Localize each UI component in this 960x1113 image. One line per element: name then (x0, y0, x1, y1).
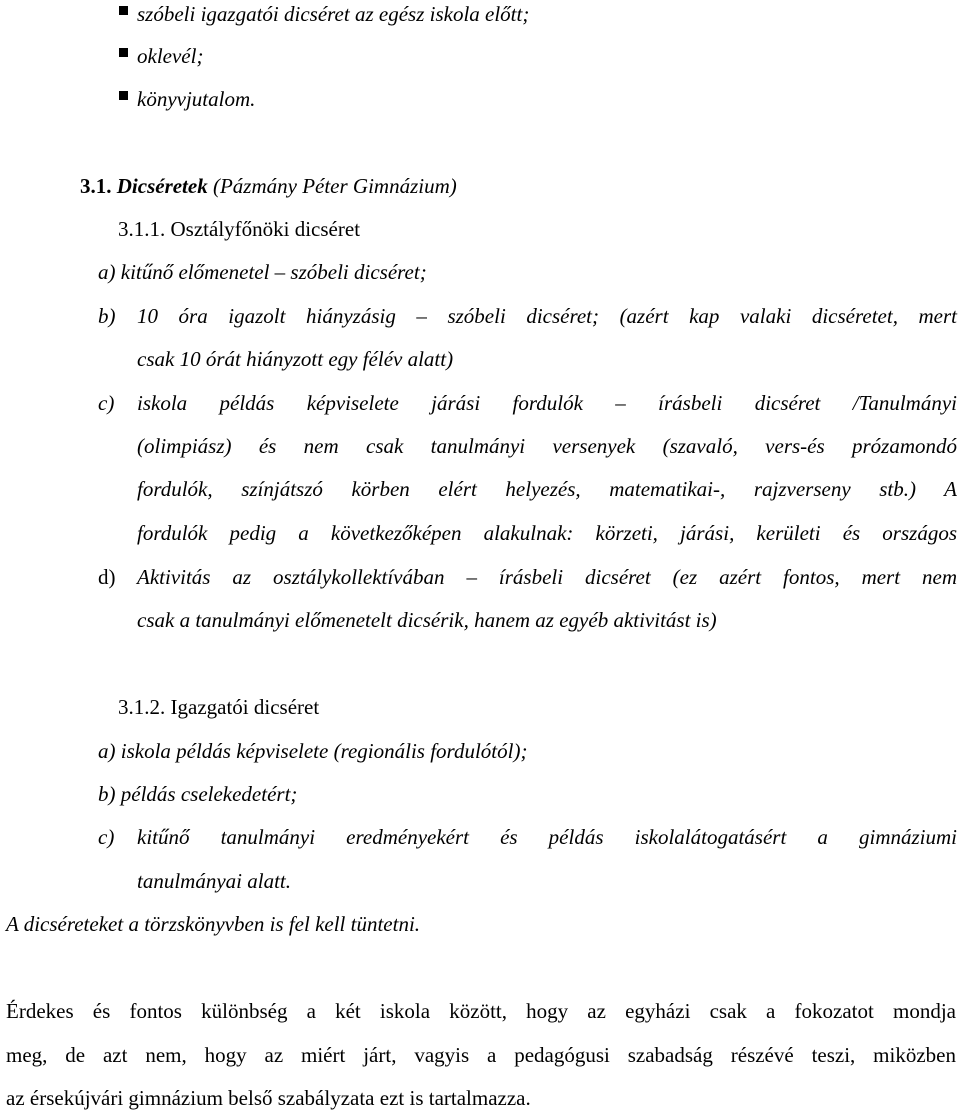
section-subtitle: (Pázmány Péter Gimnázium) (212, 174, 457, 198)
subsection-heading-2: 3.1.2. Igazgatói dicséret (118, 695, 320, 719)
item-2c-line1: kitűnő tanulmányi eredményekért és példás iskolalátogatásért a gimnáziumi (137, 825, 957, 849)
item-1b-line1: 10 óra igazolt hiányzásig – szóbeli dicséret; (azért kap valaki dicséretet, mert (137, 304, 957, 328)
item-1a: a) kitűnő előmenetel – szóbeli dicséret; (98, 260, 427, 284)
bullet-item: könyvjutalom. (137, 87, 256, 111)
item-2b: b) példás cselekedetért; (98, 782, 298, 806)
paragraph-line-1: Érdekes és fontos különbség a két iskola között, hogy az egyházi csak a fokozatot mondja (6, 999, 956, 1023)
subsection-heading-1: 3.1.1. Osztályfőnöki dicséret (118, 217, 361, 241)
bullet-item: oklevél; (137, 44, 204, 68)
item-1d-label: d) (98, 565, 116, 589)
paragraph-line-2: meg, de azt nem, hogy az miért járt, vagyis a pedagógusi szabadság részévé teszi, miközben (6, 1043, 956, 1067)
item-1d-line2: csak a tanulmányi előmenetelt dicsérik, hanem az egyéb aktivitást is) (137, 608, 717, 632)
item-1c-line2: (olimpiász) és nem csak tanulmányi versenyek (szavaló, vers-és prózamondó (137, 434, 957, 458)
item-1d-line1: Aktivitás az osztálykollektívában – írásbeli dicséret (ez azért fontos, mert nem (137, 565, 957, 589)
square-bullet-icon (119, 91, 128, 100)
item-2a: a) iskola példás képviselete (regionális fordulótól); (98, 739, 528, 763)
square-bullet-icon (119, 6, 128, 15)
square-bullet-icon (119, 48, 128, 57)
item-1c-line4: fordulók pedig a következőképen alakulnak: körzeti, járási, kerületi és országos (137, 521, 957, 545)
item-1b-label: b) (98, 304, 116, 328)
item-1c-line3: fordulók, színjátszó körben elért helyezés, matematikai-, rajzverseny stb.) A (137, 477, 957, 501)
item-2c-line2: tanulmányai alatt. (137, 869, 291, 893)
note: A dicséreteket a törzskönyvben is fel kell tüntetni. (6, 912, 421, 936)
item-1b-line2: csak 10 órát hiányzott egy félév alatt) (137, 347, 454, 371)
section-heading (80, 172, 457, 200)
item-1c-line1: iskola példás képviselete járási fordulók – írásbeli dicséret /Tanulmányi (137, 391, 957, 415)
section-title: Dicséretek (116, 174, 208, 198)
item-1c-label: c) (98, 391, 115, 415)
paragraph-line-3: az érsekújvári gimnázium belső szabályzata ezt is tartalmazza. (6, 1086, 531, 1110)
item-2c-label: c) (98, 825, 115, 849)
bullet-item: szóbeli igazgatói dicséret az egész iskola előtt; (137, 2, 530, 26)
section-number: 3.1. (80, 174, 112, 198)
